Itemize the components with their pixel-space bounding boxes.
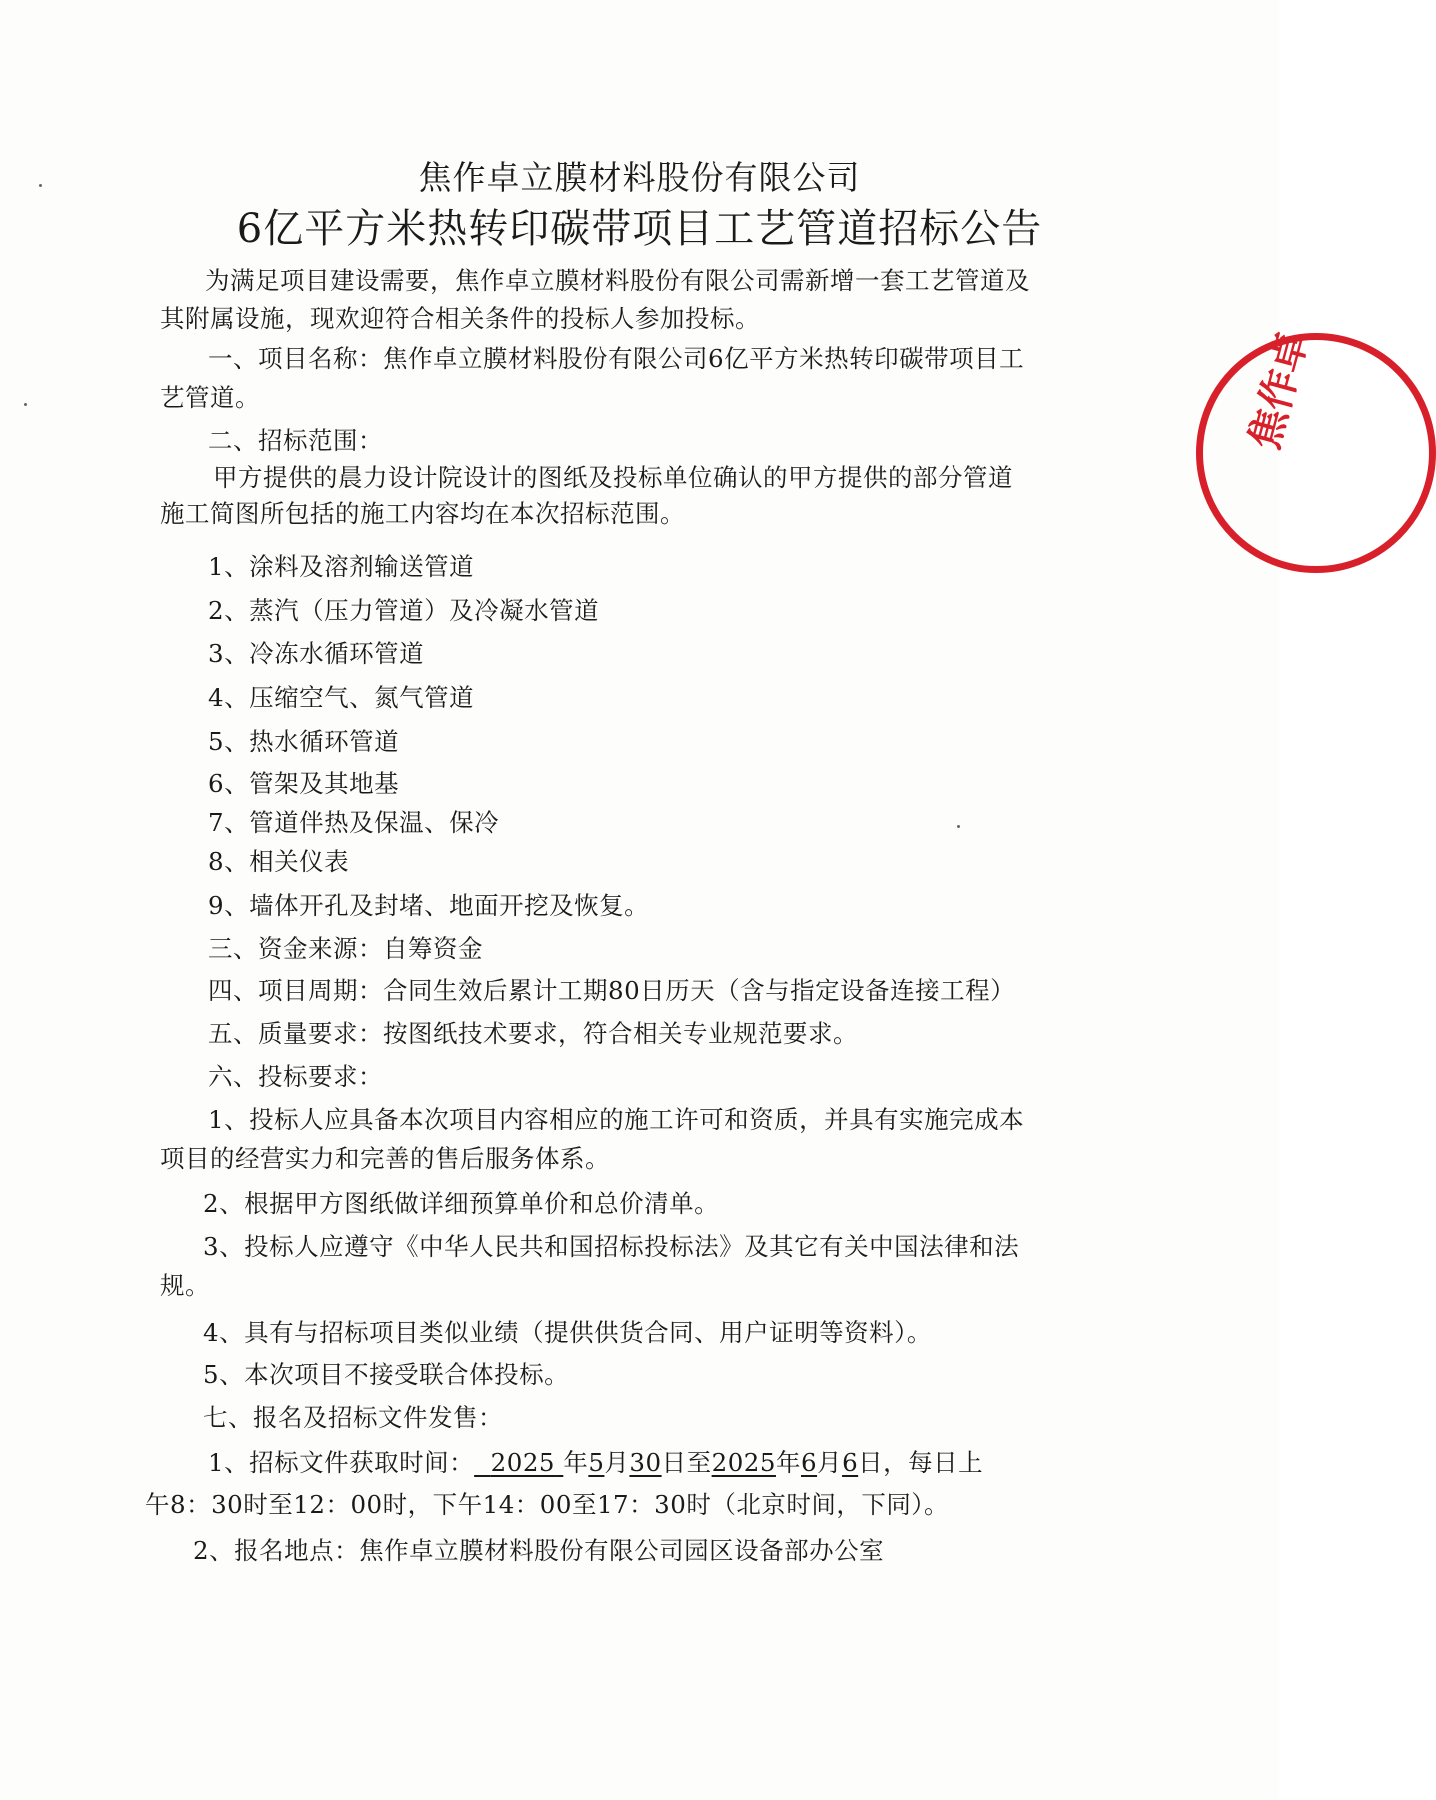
section1-line-2: 艺管道。 [160,383,260,412]
month-char-2: 月 [817,1448,843,1477]
intro-line-1: 为满足项目建设需要，焦作卓立膜材料股份有限公司需新增一套工艺管道及 [205,266,1030,295]
company-title: 焦作卓立膜材料股份有限公司 [418,158,861,197]
scope-item-5: 5、热水循环管道 [208,727,400,756]
company-seal [1196,326,1436,573]
section7-heading: 七、报名及招标文件发售： [203,1403,503,1432]
scan-speck [957,825,960,828]
notice-title: 6亿平方米热转印碳带项目工艺管道招标公告 [236,206,1043,252]
day-to-char: 日至 [661,1448,712,1477]
requirement-3-line-1: 3、投标人应遵守《中华人民共和国招标投标法》及其它有关中国法律和法 [203,1232,1020,1261]
scope-item-9: 9、墙体开孔及封堵、地面开挖及恢复。 [208,891,650,920]
year-char-1: 年 [563,1448,589,1477]
scope-item-2: 2、蒸汽（压力管道）及冷凝水管道 [208,596,600,625]
registration-location: 2、报名地点：焦作卓立膜材料股份有限公司园区设备部办公室 [193,1536,885,1565]
section2-heading: 二、招标范围： [208,426,383,455]
document-time-line-2: 午8：30时至12：00时，下午14：00至17：30时（北京时间，下同）。 [145,1490,950,1519]
requirement-5: 5、本次项目不接受联合体投标。 [203,1360,570,1389]
document-time-suffix: 日，每日上 [858,1448,984,1477]
section4-period: 四、项目周期：合同生效后累计工期80日历天（含与指定设备连接工程） [208,976,1016,1005]
requirement-3-line-2: 规。 [160,1271,210,1300]
section3-funding: 三、资金来源：自筹资金 [208,934,483,963]
requirement-1-line-2: 项目的经营实力和完善的售后服务体系。 [160,1144,610,1173]
start-month: 5 [588,1448,605,1477]
document-time-line-1 [208,1444,983,1479]
end-year: 2025 [711,1448,776,1477]
month-char-1: 月 [604,1448,630,1477]
end-day: 6 [842,1448,859,1477]
section5-quality: 五、质量要求：按图纸技术要求，符合相关专业规范要求。 [208,1019,858,1048]
start-year: 2025 [490,1448,556,1477]
seal-text: 焦作卓 [1241,326,1318,455]
section2-line-1: 甲方提供的晨力设计院设计的图纸及投标单位确认的甲方提供的部分管道 [213,463,1013,492]
scope-item-7: 7、管道伴热及保温、保冷 [208,808,500,837]
start-day: 30 [629,1448,662,1477]
section6-heading: 六、投标要求： [208,1062,383,1091]
year-char-2: 年 [775,1448,801,1477]
requirement-2: 2、根据甲方图纸做详细预算单价和总价清单。 [203,1189,720,1218]
section1-line-1: 一、项目名称：焦作卓立膜材料股份有限公司6亿平方米热转印碳带项目工 [208,344,1025,373]
scope-item-1: 1、涂料及溶剂输送管道 [208,552,475,581]
scope-item-4: 4、压缩空气、氮气管道 [208,683,475,712]
scan-speck [39,184,42,187]
document-time-prefix: 1、招标文件获取时间： [208,1448,475,1477]
section2-line-2: 施工简图所包括的施工内容均在本次招标范围。 [160,499,685,528]
requirement-1-line-1: 1、投标人应具备本次项目内容相应的施工许可和资质，并具有实施完成本 [208,1105,1025,1134]
scope-item-8: 8、相关仪表 [208,847,350,876]
scope-item-6: 6、管架及其地基 [208,769,400,798]
scope-item-3: 3、冷冻水循环管道 [208,639,425,668]
scan-speck [24,403,27,406]
intro-line-2: 其附属设施，现欢迎符合相关条件的投标人参加投标。 [160,304,760,333]
end-month: 6 [800,1448,818,1477]
requirement-4: 4、具有与招标项目类似业绩（提供供货合同、用户证明等资料）。 [203,1318,932,1347]
